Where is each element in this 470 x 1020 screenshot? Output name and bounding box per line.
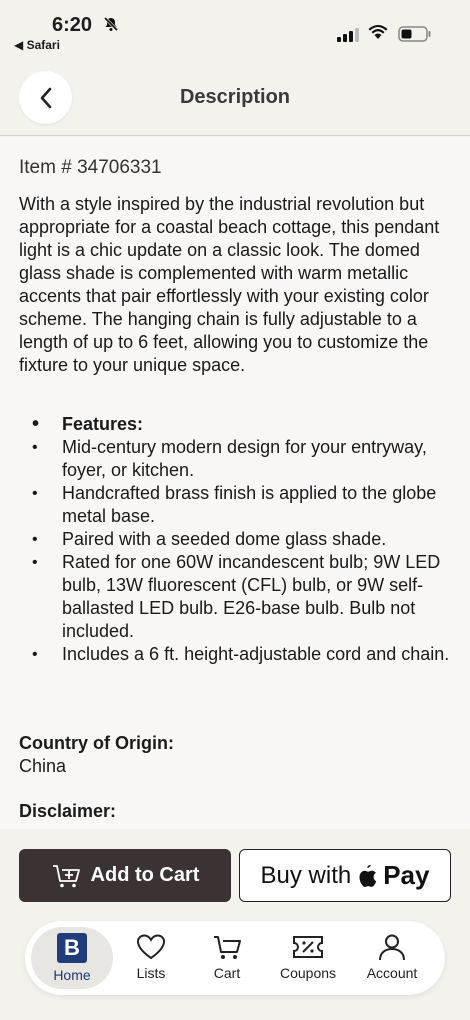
b-logo-icon: B [57,933,87,963]
apple-pay-button[interactable] [239,849,451,902]
bell-muted-icon [103,16,119,32]
tab-home[interactable] [31,927,113,989]
feature-item: • Handcrafted brass finish is applied to the globe metal base. [19,482,455,528]
feature-item: • Includes a 6 ft. height-adjustable cord and chain. [19,643,455,666]
features-heading: • Features: [19,413,455,436]
add-to-cart-button[interactable] [19,849,231,902]
pay-label: Pay [383,860,430,890]
features-list [19,413,455,666]
tab-bar [25,921,445,995]
add-to-cart-label: Add to Cart [90,864,200,886]
tab-lists[interactable] [110,927,192,989]
page-title: Description [179,86,291,108]
cart-icon [212,933,242,961]
tab-account[interactable] [351,927,433,989]
back-to-safari[interactable]: ◀ Safari [14,38,60,52]
coupon-icon [292,933,324,961]
tab-coupons[interactable] [267,927,349,989]
description-content[interactable] [0,137,470,829]
tab-cart[interactable] [186,927,268,989]
status-time: 6:20 [52,14,93,36]
signal-icon [337,28,359,42]
person-icon [377,933,407,961]
battery-icon [398,26,432,42]
apple-logo-icon [357,864,377,888]
product-description: With a style inspired by the industrial revolution but appropriate for a coastal beach cottage, this pendant light is a chic update on a classic look. The domed glass shade is complemented with warm metallic accents that pair effortlessly with your existing color scheme. The hanging chain is fully adjustable to a length of up to 6 feet, allowing you to customize the fixture to your unique space. [19,194,440,375]
disclaimer-label: Disclaimer: [19,801,117,821]
bottom-area [0,829,470,1020]
feature-item: • Mid-century modern design for your entryway, foyer, or kitchen. [19,436,455,482]
cart-add-icon [51,863,81,889]
tab-label: Lists [136,965,166,981]
heart-icon [136,933,166,961]
buy-with-label: Buy with [260,861,352,889]
country-value: China [19,756,67,776]
status-bar [0,0,470,60]
tab-label: Home [53,967,91,983]
feature-item: • Paired with a seeded dome glass shade. [19,528,455,551]
tab-label: Account [366,965,418,981]
tab-label: Coupons [279,965,337,981]
tab-label: Cart [213,965,241,981]
nav-header [0,60,470,136]
wifi-icon [368,24,388,40]
item-number: Item # 34706331 [19,157,162,178]
feature-item: • Rated for one 60W incandescent bulb; 9W LED bulb, 13W fluorescent (CFL) bulb, or 9W self-ballasted LED bulb. E26-base bulb. Bulb not included. [19,551,455,643]
country-label: Country of Origin: [19,733,174,753]
